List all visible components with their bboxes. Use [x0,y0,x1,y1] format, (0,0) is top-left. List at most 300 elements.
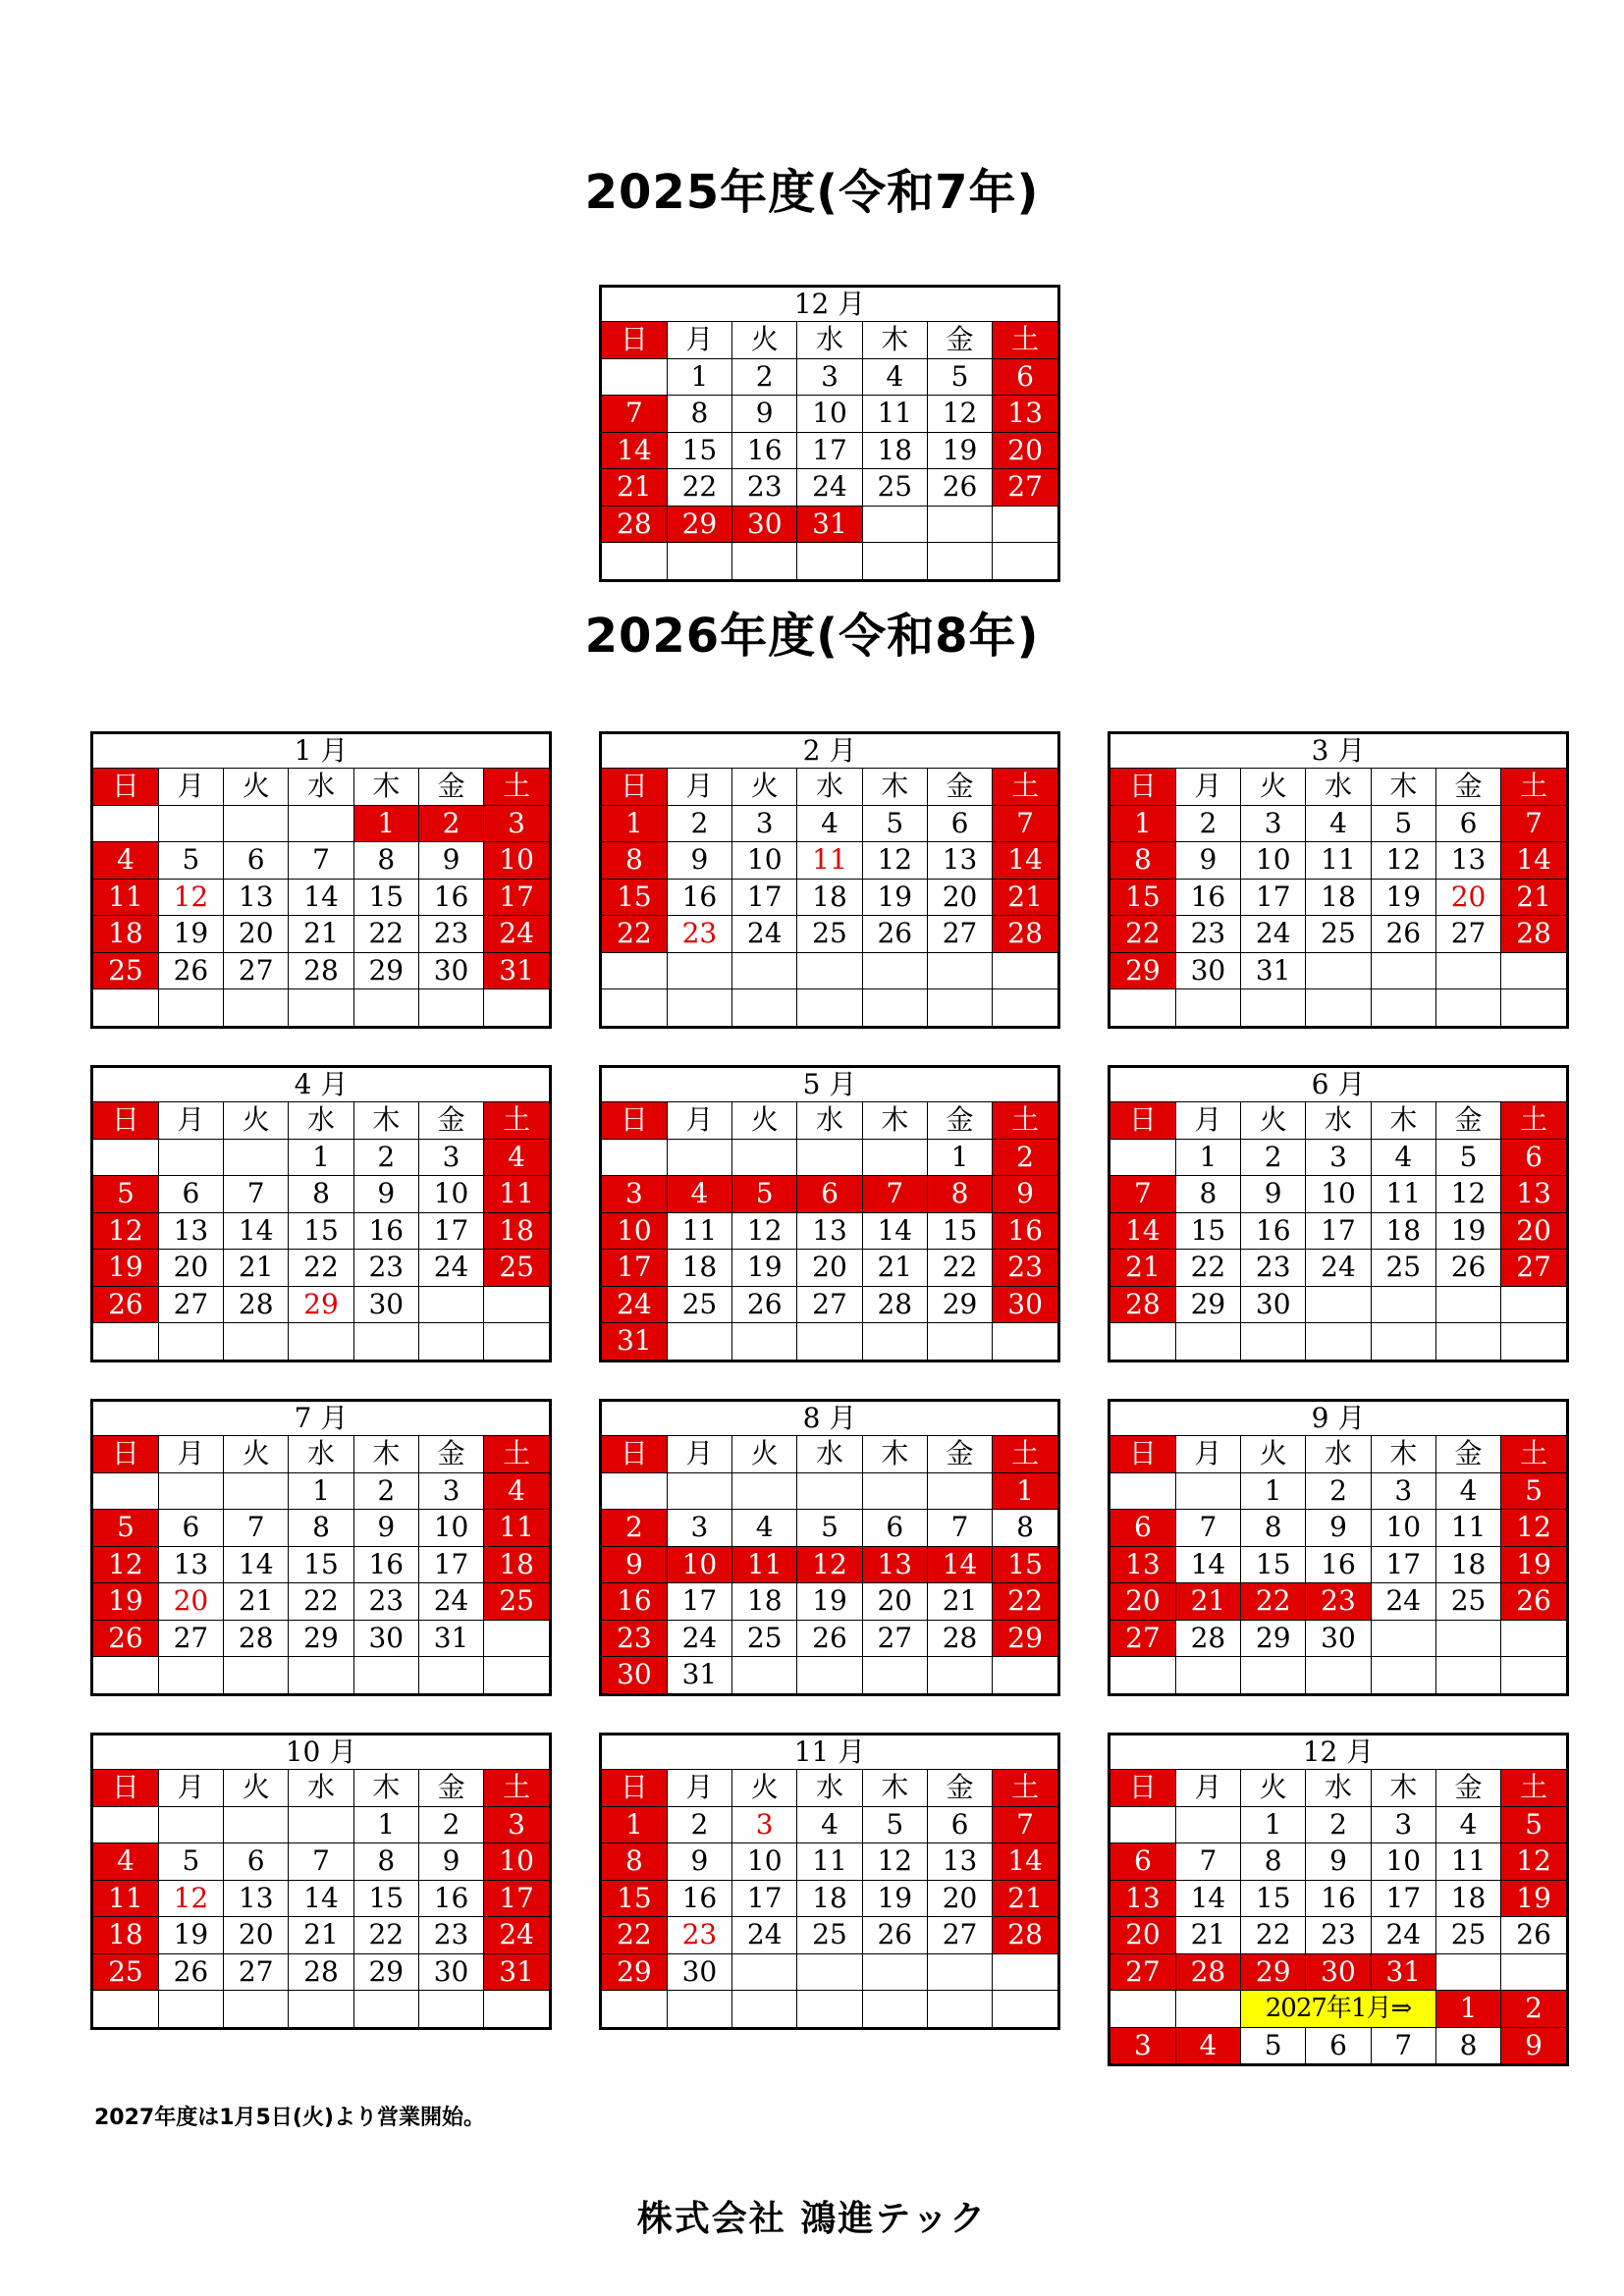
day-cell: 18 [862,432,927,469]
empty-cell [1501,1953,1566,1991]
day-cell: 24 [1306,1250,1371,1287]
empty-cell [797,952,862,989]
empty-cell [862,543,927,579]
day-cell: 4 [1306,805,1371,842]
weekday-label: 日 [1110,1770,1175,1807]
day-cell: 21 [224,1583,289,1621]
empty-cell [797,1139,862,1176]
day-cell: 4 [732,1510,797,1547]
empty-cell [1175,1472,1240,1510]
weekday-label: 土 [1501,1436,1566,1473]
empty-cell [224,805,289,842]
day-cell: 8 [602,842,667,880]
empty-cell [732,543,797,579]
empty-cell [862,506,927,543]
empty-cell [1110,1991,1175,2028]
day-cell: 22 [667,469,731,507]
day-cell: 7 [993,1806,1057,1843]
day-cell: 27 [1501,1250,1566,1287]
day-cell: 28 [993,1917,1057,1954]
day-cell: 7 [993,805,1057,842]
day-cell: 10 [602,1212,667,1250]
empty-cell [289,989,353,1026]
weekday-label: 金 [1435,769,1500,806]
day-cell: 17 [667,1583,731,1621]
day-cell: 12 [797,1546,862,1583]
day-cell: 3 [797,358,862,396]
day-cell: 25 [93,1953,158,1991]
weekday-label: 土 [993,322,1057,359]
weekday-label: 火 [224,1102,289,1140]
day-cell: 12 [1371,842,1435,880]
day-cell: 19 [1501,1546,1566,1583]
month-calendar [599,1065,1060,1362]
empty-cell [1371,1286,1435,1323]
day-cell: 24 [732,916,797,953]
day-cell: 15 [993,1546,1057,1583]
day-cell: 13 [158,1546,223,1583]
empty-cell [732,1139,797,1176]
next-day-cell: 1 [1435,1991,1500,2028]
day-cell: 31 [484,1953,549,1991]
day-cell: 28 [602,506,667,543]
day-cell: 5 [862,805,927,842]
day-cell: 20 [797,1250,862,1287]
day-cell: 6 [1435,805,1500,842]
day-cell: 8 [927,1176,992,1213]
empty-cell [353,1657,418,1693]
empty-cell [484,1991,549,2027]
day-cell: 17 [418,1212,483,1250]
month-header: 7 月 [93,1402,549,1436]
weekday-label: 日 [602,322,667,359]
empty-cell [1501,1620,1566,1657]
day-cell: 29 [667,506,731,543]
day-cell: 23 [1306,1583,1371,1621]
day-cell: 15 [602,879,667,916]
empty-cell [1501,1657,1566,1693]
day-cell: 10 [667,1546,731,1583]
day-cell: 6 [224,842,289,880]
day-cell: 22 [1241,1917,1306,1954]
day-cell: 2 [418,1806,483,1843]
empty-cell [1110,1472,1175,1510]
day-cell: 18 [1435,1546,1500,1583]
day-cell: 20 [862,1583,927,1621]
empty-cell [927,989,992,1026]
day-cell: 31 [484,952,549,989]
empty-cell [667,989,731,1026]
day-cell: 23 [732,469,797,507]
empty-cell [418,1657,483,1693]
day-cell: 13 [1110,1880,1175,1917]
empty-cell [1435,1323,1500,1360]
day-cell: 28 [927,1620,992,1657]
day-cell: 16 [667,879,731,916]
empty-cell [1371,1323,1435,1360]
day-cell: 21 [862,1250,927,1287]
day-cell: 7 [224,1176,289,1213]
day-cell: 23 [1241,1250,1306,1287]
day-cell: 14 [289,1880,353,1917]
weekday-label: 火 [224,1770,289,1807]
weekday-label: 土 [993,1770,1057,1807]
day-cell: 21 [1175,1583,1240,1621]
day-cell: 1 [1175,1139,1240,1176]
weekday-label: 木 [353,1770,418,1807]
empty-cell [224,1806,289,1843]
day-cell: 22 [993,1583,1057,1621]
day-cell: 22 [289,1583,353,1621]
day-cell: 3 [1241,805,1306,842]
day-cell: 14 [289,879,353,916]
day-cell: 25 [667,1286,731,1323]
calendar-grid [602,734,1057,1026]
day-cell: 30 [418,952,483,989]
empty-cell [1435,1286,1500,1323]
weekday-label: 月 [667,1102,731,1140]
weekday-label: 金 [927,322,992,359]
day-cell: 4 [484,1139,549,1176]
day-cell: 23 [353,1250,418,1287]
month-calendar [1108,731,1569,1029]
month-header: 6 月 [1110,1068,1566,1102]
empty-cell [1371,989,1435,1026]
empty-cell [1110,1323,1175,1360]
empty-cell [289,1806,353,1843]
weekday-label: 月 [667,769,731,806]
empty-cell [1435,1620,1500,1657]
weekday-label: 土 [484,769,549,806]
day-cell: 21 [224,1250,289,1287]
day-cell: 26 [93,1620,158,1657]
calendar-grid [602,288,1057,579]
day-cell: 24 [1241,916,1306,953]
day-cell: 3 [418,1139,483,1176]
empty-cell [667,543,731,579]
day-cell: 27 [927,1917,992,1954]
day-cell: 28 [1110,1286,1175,1323]
month-header: 12 月 [1110,1735,1566,1770]
day-cell: 9 [418,1843,483,1881]
day-cell: 16 [602,1583,667,1621]
day-cell: 10 [418,1176,483,1213]
day-cell: 22 [602,1917,667,1954]
day-cell: 6 [1110,1843,1175,1881]
empty-cell [93,1806,158,1843]
day-cell: 12 [1435,1176,1500,1213]
day-cell: 11 [797,1843,862,1881]
next-day-cell: 2 [1501,1991,1566,2028]
day-cell: 4 [797,805,862,842]
weekday-label: 木 [1371,1102,1435,1140]
day-cell: 10 [797,396,862,433]
weekday-label: 月 [1175,1102,1240,1140]
day-cell: 17 [484,1880,549,1917]
empty-cell [1110,1657,1175,1693]
empty-cell [732,1472,797,1510]
day-cell: 9 [667,1843,731,1881]
weekday-label: 日 [1110,769,1175,806]
empty-cell [927,506,992,543]
day-cell: 15 [1110,879,1175,916]
empty-cell [862,1472,927,1510]
day-cell: 6 [1110,1510,1175,1547]
empty-cell [1501,1286,1566,1323]
empty-cell [1110,1806,1175,1843]
day-cell: 21 [1110,1250,1175,1287]
day-cell: 9 [732,396,797,433]
day-cell: 10 [1241,842,1306,880]
weekday-label: 金 [1435,1770,1500,1807]
empty-cell [732,952,797,989]
day-cell: 25 [862,469,927,507]
empty-cell [1371,1657,1435,1693]
day-cell: 19 [93,1583,158,1621]
weekday-label: 木 [353,1436,418,1473]
empty-cell [1241,1657,1306,1693]
day-cell: 31 [667,1657,731,1693]
weekday-label: 水 [797,1770,862,1807]
day-cell: 27 [1110,1953,1175,1991]
day-cell: 12 [93,1546,158,1583]
day-cell: 5 [732,1176,797,1213]
empty-cell [1175,989,1240,1026]
day-cell: 24 [797,469,862,507]
empty-cell [732,1323,797,1360]
day-cell: 7 [1175,1843,1240,1881]
empty-cell [993,952,1057,989]
empty-cell [289,1991,353,2027]
empty-cell [289,1657,353,1693]
day-cell: 1 [602,1806,667,1843]
empty-cell [224,1323,289,1360]
empty-cell [484,1323,549,1360]
month-calendar [1108,1733,1569,2066]
weekday-label: 水 [289,1102,353,1140]
empty-cell [1371,952,1435,989]
day-cell: 8 [1241,1843,1306,1881]
day-cell: 18 [1371,1212,1435,1250]
day-cell: 29 [1241,1953,1306,1991]
month-header: 5 月 [602,1068,1057,1102]
empty-cell [993,1953,1057,1991]
empty-cell [667,1472,731,1510]
calendar-grid [1110,1068,1566,1360]
next-day-cell: 9 [1501,2027,1566,2063]
weekday-label: 金 [927,1770,992,1807]
day-cell: 22 [1110,916,1175,953]
day-cell: 21 [289,916,353,953]
day-cell: 21 [289,1917,353,1954]
day-cell: 3 [484,805,549,842]
day-cell: 12 [1501,1843,1566,1881]
empty-cell [158,1323,223,1360]
weekday-label: 火 [732,1770,797,1807]
empty-cell [993,1323,1057,1360]
day-cell: 17 [732,879,797,916]
day-cell: 3 [732,1806,797,1843]
day-cell: 11 [93,1880,158,1917]
day-cell: 26 [1371,916,1435,953]
weekday-label: 水 [797,322,862,359]
empty-cell [732,1657,797,1693]
day-cell: 6 [797,1176,862,1213]
empty-cell [158,1472,223,1510]
day-cell: 20 [158,1250,223,1287]
day-cell: 23 [993,1250,1057,1287]
next-day-cell: 4 [1175,2027,1240,2063]
day-cell: 2 [1241,1139,1306,1176]
empty-cell [93,1323,158,1360]
day-cell: 24 [1371,1583,1435,1621]
day-cell: 23 [1175,916,1240,953]
day-cell: 22 [353,916,418,953]
month-calendar [599,731,1060,1029]
month-header: 1 月 [93,734,549,769]
day-cell: 20 [993,432,1057,469]
day-cell: 2 [1306,1806,1371,1843]
empty-cell [667,1991,731,2027]
title-2025: 2025年度(令和7年) [584,165,1040,220]
day-cell: 24 [667,1620,731,1657]
day-cell: 23 [667,1917,731,1954]
day-cell: 1 [1241,1472,1306,1510]
weekday-label: 木 [353,769,418,806]
day-cell: 12 [862,842,927,880]
day-cell: 8 [289,1176,353,1213]
day-cell: 14 [224,1212,289,1250]
opening-note: 2027年度は1月5日(火)より営業開始。 [94,2106,485,2130]
day-cell: 13 [224,1880,289,1917]
weekday-label: 月 [667,1436,731,1473]
day-cell: 28 [1175,1953,1240,1991]
weekday-label: 金 [927,769,992,806]
weekday-label: 水 [797,1436,862,1473]
day-cell: 7 [602,396,667,433]
empty-cell [224,989,289,1026]
day-cell: 29 [927,1286,992,1323]
empty-cell [862,1991,927,2027]
day-cell: 25 [1371,1250,1435,1287]
weekday-label: 月 [158,1770,223,1807]
day-cell: 30 [353,1620,418,1657]
day-cell: 15 [1175,1212,1240,1250]
day-cell: 11 [1306,842,1371,880]
weekday-label: 木 [1371,1436,1435,1473]
day-cell: 9 [1241,1176,1306,1213]
empty-cell [732,1991,797,2027]
weekday-label: 日 [602,1436,667,1473]
weekday-label: 金 [418,1436,483,1473]
empty-cell [158,1139,223,1176]
day-cell: 9 [353,1176,418,1213]
day-cell: 7 [927,1510,992,1547]
day-cell: 8 [1241,1510,1306,1547]
month-header: 11 月 [602,1735,1057,1770]
empty-cell [353,1991,418,2027]
day-cell: 8 [353,842,418,880]
day-cell: 1 [1241,1806,1306,1843]
next-year-label: 2027年1月⇒ [1241,1991,1436,2028]
day-cell: 19 [1435,1212,1500,1250]
weekday-label: 火 [224,1436,289,1473]
day-cell: 26 [93,1286,158,1323]
day-cell: 22 [1175,1250,1240,1287]
empty-cell [862,952,927,989]
day-cell: 10 [1371,1510,1435,1547]
empty-cell [993,989,1057,1026]
day-cell: 18 [93,1917,158,1954]
day-cell: 14 [224,1546,289,1583]
day-cell: 27 [224,1953,289,1991]
empty-cell [158,1991,223,2027]
day-cell: 4 [484,1472,549,1510]
empty-cell [1110,989,1175,1026]
day-cell: 25 [797,1917,862,1954]
day-cell: 6 [1501,1139,1566,1176]
calendar-grid [93,1068,549,1360]
weekday-label: 土 [484,1102,549,1140]
day-cell: 4 [862,358,927,396]
day-cell: 5 [927,358,992,396]
empty-cell [418,1286,483,1323]
weekday-label: 水 [289,769,353,806]
day-cell: 7 [289,1843,353,1881]
weekday-label: 木 [1371,1770,1435,1807]
day-cell: 30 [1175,952,1240,989]
day-cell: 28 [289,1953,353,1991]
day-cell: 28 [1175,1620,1240,1657]
day-cell: 11 [862,396,927,433]
day-cell: 1 [289,1139,353,1176]
day-cell: 1 [667,358,731,396]
weekday-label: 水 [1306,1436,1371,1473]
day-cell: 28 [993,916,1057,953]
empty-cell [1501,952,1566,989]
day-cell: 26 [158,952,223,989]
empty-cell [1241,1323,1306,1360]
day-cell: 7 [1501,805,1566,842]
day-cell: 8 [1110,842,1175,880]
weekday-label: 火 [1241,1770,1306,1807]
day-cell: 30 [732,506,797,543]
empty-cell [1306,1323,1371,1360]
day-cell: 12 [158,879,223,916]
day-cell: 6 [224,1843,289,1881]
day-cell: 15 [1241,1880,1306,1917]
empty-cell [224,1139,289,1176]
empty-cell [862,989,927,1026]
day-cell: 29 [993,1620,1057,1657]
empty-cell [602,1991,667,2027]
day-cell: 16 [418,1880,483,1917]
empty-cell [484,989,549,1026]
empty-cell [927,1472,992,1510]
day-cell: 30 [667,1953,731,1991]
day-cell: 28 [1501,916,1566,953]
day-cell: 3 [732,805,797,842]
day-cell: 11 [1435,1843,1500,1881]
day-cell: 31 [1241,952,1306,989]
weekday-label: 日 [93,1102,158,1140]
day-cell: 28 [224,1286,289,1323]
day-cell: 29 [289,1286,353,1323]
month-calendar [90,1065,552,1362]
day-cell: 5 [862,1806,927,1843]
month-header: 12 月 [602,288,1057,322]
day-cell: 8 [993,1510,1057,1547]
